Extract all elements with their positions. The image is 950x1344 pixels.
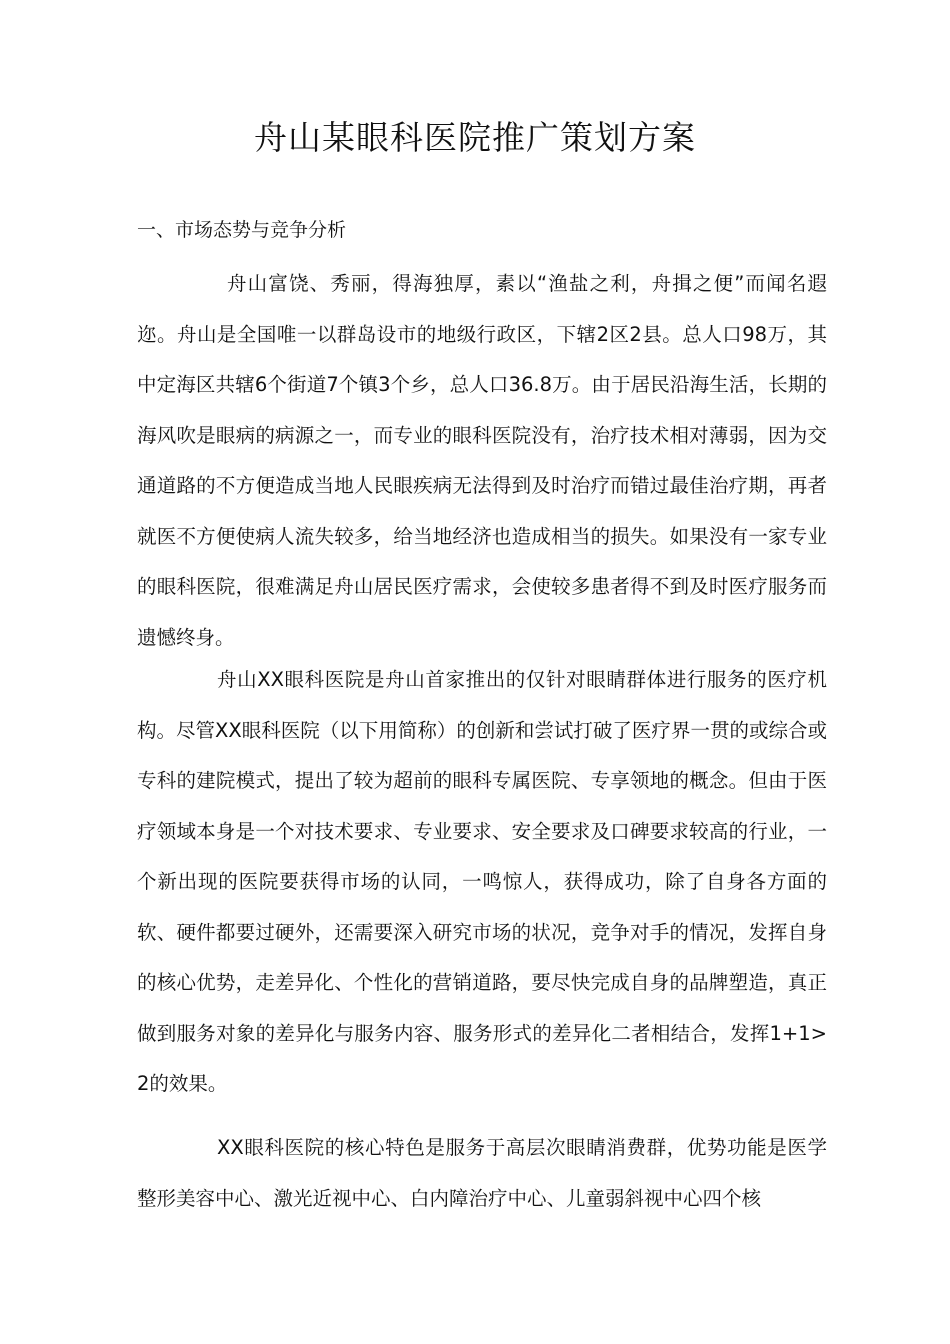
paragraph-3: XX眼科医院的核心特色是服务于高层次眼睛消费群，优势功能是医学整形美容中心、激光近视中心、白内障治疗中心、儿童弱斜视中心四个核 <box>137 1136 827 1210</box>
section-heading: 一、市场态势与竞争分析 <box>137 219 347 241</box>
paragraph-2: 舟山XX眼科医院是舟山首家推出的仅针对眼睛群体进行服务的医疗机构。尽管XX眼科医院（以下用简称）的创新和尝试打破了医疗界一贯的或综合或专科的建院模式，提出了较为超前的眼科专属医院、专享领地的概念。但由于医疗领域本身是一个对技术要求、专业要求、安全要求及口碑要求较高的行业，一个新出现的医院要获得市场的认同，一鸣惊人，获得成功，除了自身各方面的软、硬件都要过硬外，还需要深入研究市场的状况，竞争对手的情况，发挥自身的核心优势，走差异化、个性化的营销道路，要尽快完成自身的品牌塑造，真正做到服务对象的差异化与服务内容、服务形式的差异化二者相结合，发挥1+1>2的效果。 <box>137 668 827 1095</box>
document-title: 舟山某眼科医院推广策划方案 <box>254 118 696 157</box>
paragraph-1: 舟山富饶、秀丽，得海独厚，素以“渔盐之利，舟揖之便”而闻名遐迩。舟山是全国唯一以群岛设市的地级行政区，下辖2区2县。总人口98万，其中定海区共辖6个街道7个镇3个乡，总人口36.8万。由于居民沿海生活，长期的海风吹是眼病的病源之一，而专业的眼科医院没有，治疗技术相对薄弱，因为交通道路的不方便造成当地人民眼疾病无法得到及时治疗而错过最佳治疗期，再者就医不方便使病人流失较多，给当地经济也造成相当的损失。如果没有一家专业的眼科医院，很难满足舟山居民医疗需求，会使较多患者得不到及时医疗服务而遗憾终身。 <box>137 272 827 649</box>
